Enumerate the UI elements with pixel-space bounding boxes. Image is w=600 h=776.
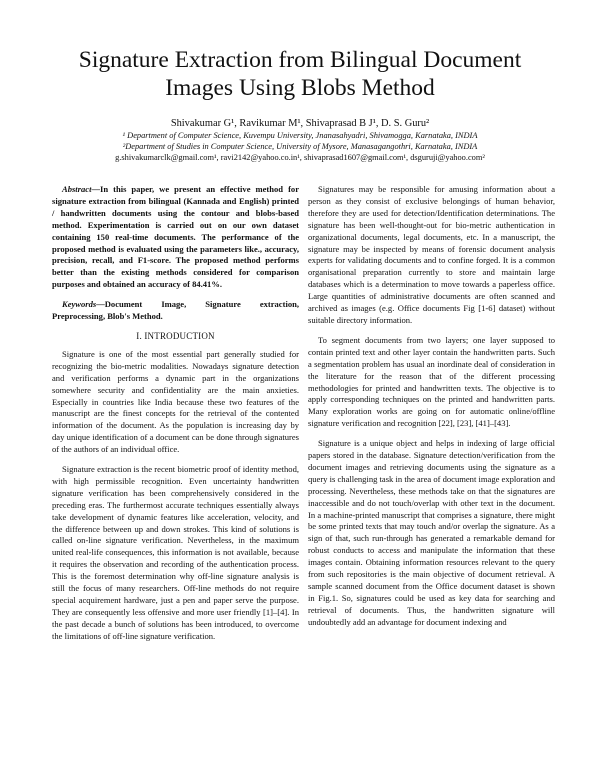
intro-paragraph-2: Signature extraction is the recent biometric proof of identity method, with high permissible recognition. Even uncertainty handwritten signature verification has been comprehensively considered in the preceding eras. The furthermost accurate techniques essentially always take development of dynamic features like acceleration, velocity, and the difference between up and down strokes. This kind of solutions is called on-line signature verification. Nevertheless, in the maximum united real-life consequences, this information is not available, because it requires the observation and recording of the authentication process. This is the foremost determination why off-line signature analysis is still the focus of many researchers. Off-line methods do not require special acquirement hardware, just a pen and paper serve the purpose. They are consequently less offensive and more user friendly [1]–[4]. In the past decade a bunch of solutions has been introduced, to overcome the limitations of off-line signature verification.	[52, 464, 299, 641]
abstract	[52, 184, 299, 291]
keywords-label: Keywords—	[62, 299, 105, 310]
title-line-2: Images Using Blobs Method	[165, 75, 435, 101]
right-column	[308, 184, 555, 637]
author-block	[30, 117, 570, 163]
paper-title	[40, 46, 560, 102]
right-paragraph-3: Signature is a unique object and helps in indexing of large official papers stored in the database. Signature detection/verification from the document images and retrieving documents using the signature as a query is challenging task in the area of document image exploration and processing. Nevertheless, these methods take on that the signatures are inaccessible and do not touch/overlap with other text in the document. In a machine-printed manuscript that comprises a signature, there might be some printed texts that may touch and/or overlap the signature. As a sign of that, such run-through has generated a remarkable demand for robust conducts to access and manipulate the information that these images contain. Obtaining information resources relevant to the query from such repositories is the main objective of document retrieval. A sample scanned document from the Office document dataset is shown in Fig.1. So, signatures could be used as key data for searching and retrieval of documents. Thus, the handwritten signature will undoubtedly add an advantage for document indexing and	[308, 438, 555, 627]
affiliation-2: ²Department of Studies in Computer Science, University of Mysore, Manasagangothri, Karnataka, INDIA	[122, 142, 478, 151]
title-line-1: Signature Extraction from Bilingual Document	[78, 47, 522, 73]
right-paragraph-2: To segment documents from two layers; one layer supposed to contain printed text and other layer contain the handwritten parts. Such a segmentation problem has usual an inordinate deal of consideration in the literature for the reason that of the different processing methodologies for printed and handwritten texts. The objective is to apply corresponding techniques on the printed and handwritten parts. Many exploration works are going on for automatic online/offline signature verification and recognition [22], [23], [41]–[43].	[308, 334, 555, 429]
abstract-label: Abstract—	[62, 184, 100, 194]
author-emails: g.shivakumarclk@gmail.com¹, ravi2142@yahoo.co.in¹, shivaprasad1607@gmail.com¹, dsguruji@yahoo.com²	[115, 153, 485, 162]
left-column	[52, 184, 299, 651]
section-heading-introduction: I. INTRODUCTION	[136, 330, 215, 341]
right-paragraph-1: Signatures may be responsible for amusing information about a person as they consist of exclusive belongings of human behavior, therefore they are used for detection/Identification determinations. The signature has been well-thought-out for bio-metric authentication in organizational documents, legal documents, etc. In a manuscript, the signature may be inspected by means of forensic document analysis experts for validating documents and to confine forged. It is a common organisational preparation currently to store and maintain large databases which is a determination to move towards a paperless office. Large quantities of administrative documents are often scanned and archived as images (e.g. Office documents Fig [1-6] dataset) without suitable directory information.	[308, 184, 555, 325]
author-names: Shivakumar G¹, Ravikumar M¹, Shivaprasad B J¹, D. S. Guru²	[170, 118, 430, 129]
keywords-text: Document Image, Signature extraction, Preprocessing, Blob's Method.	[52, 299, 299, 322]
affiliation-1: ¹ Department of Computer Science, Kuvempu University, Jnanasahyadri, Shivamogga, Karnataka, INDIA	[122, 131, 478, 140]
abstract-text: In this paper, we present an effective method for signature extraction from bilingual (Kannada and English) printed / handwritten documents using the contour and blobs-based method. Experimentation is carried out on our own dataset containing 150 real-time documents. The performance of the proposed method is evaluated using the parameters like., accuracy, precision, recall, and F1-score. The proposed method performs better than the existing methods considered for comparison purposes and obtained an accuracy of 84.41%.	[52, 184, 299, 290]
keywords	[52, 299, 299, 323]
intro-paragraph-1: Signature is one of the most essential part generally studied for recognizing the bio-metric modalities. Nowadays signature detection and verification performs a dynamic part in the organizations somewhere security and confidentiality are the main anxieties. Especially in countries like India because these two features of the manuscript are the finest concepts for the retrieval of the contented information of the document. As the population is increasing day by day unique identification of a document can be done through signatures of the authors of an individual office.	[52, 348, 299, 455]
